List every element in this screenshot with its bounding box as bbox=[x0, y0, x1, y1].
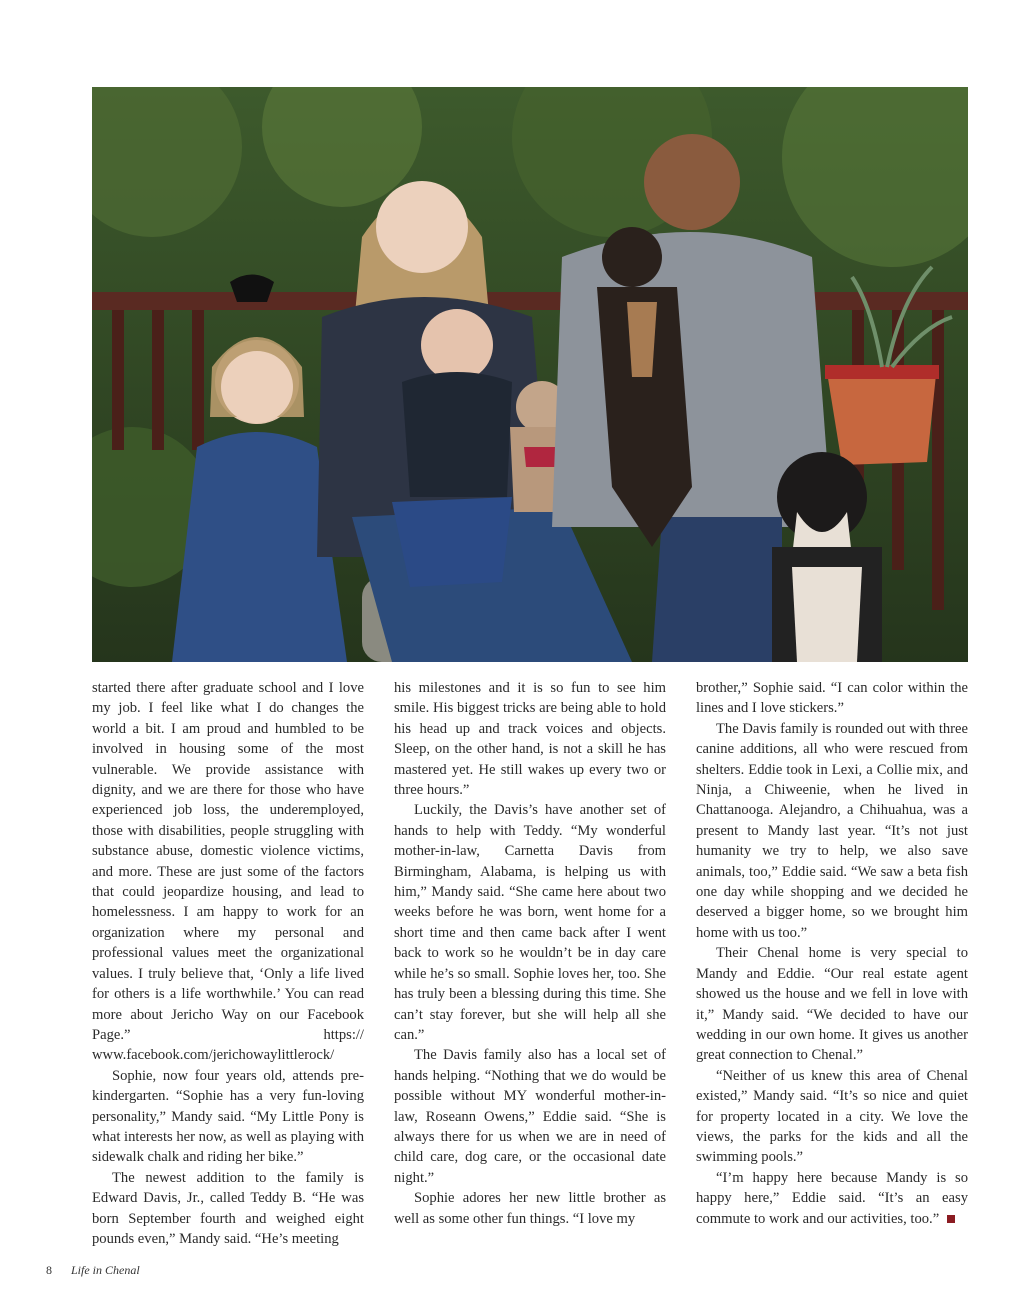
page-number: 8 bbox=[46, 1263, 52, 1277]
article-paragraph: his milestones and it is so fun to see him smile. His biggest tricks are being able to hold his head up and track voices and objects. Sleep, on the other hand, is not a skill he has mastered yet. He still wakes up every two or three hours.” bbox=[394, 680, 666, 799]
article-paragraph: started there after graduate school and I love my job. I feel like what I do changes the world a bit. I am proud and humbled to be involved in housing some of the most vulnerable. We provide assistance with dignity, and we are there for those who have experienced job loss, the underemployed, those with disabilities, people struggling with substance abuse, domestic violence victims, and more. These are just some of the factors that could jeopardize housing, and lead to homelessness. I am happy to work for an organization where my personal and professional values meet the organizational values. I truly believe that, ‘Only a life lived for others is a life worthwhile.’ You can read more about Jericho Way on our Facebook Page.” https:// www.facebook.com/jerichowaylittlerock/ bbox=[92, 680, 364, 1064]
article-paragraph: Sophie adores her new little brother as well as some other fun things. “I love my bbox=[394, 1190, 666, 1227]
article-column-1 bbox=[92, 678, 364, 1249]
article-paragraph: “Neither of us knew this area of Chenal existed,” Mandy said. “It’s so nice and quiet for property located in a city. We love the views, the parks for the kids and all the swimming pools.” bbox=[696, 1067, 968, 1166]
article-final-text: “I’m happy here because Mandy is so happy here,” Eddie said. “It’s an easy commute to work and our activities, too.” bbox=[696, 1169, 968, 1227]
article-paragraph: The newest addition to the family is Edward Davis, Jr., called Teddy B. “He was born September fourth and weighed eight pounds even,” Mandy said. “He’s meeting bbox=[92, 1169, 364, 1247]
article-paragraph: Sophie, now four years old, attends pre-kindergarten. “Sophie has a very fun-loving personality,” Mandy said. “My Little Pony is what interests her now, as well as playing with sidewalk chalk and riding her bike.” bbox=[92, 1067, 364, 1166]
family-photo-illustration bbox=[92, 87, 968, 662]
family-photo bbox=[92, 87, 968, 662]
article-paragraph-last bbox=[696, 1168, 968, 1229]
article-column-2 bbox=[394, 678, 666, 1229]
article-column-3 bbox=[696, 678, 968, 1229]
article-paragraph: Luckily, the Davis’s have another set of hands to help with Teddy. “My wonderful mother-in-law, Carnetta Davis from Birmingham, Alabama, is helping us with him,” Mandy said. “She came here about two weeks before he was born, went home for a short time and then came back after I went back to work so he wouldn’t be in day care while he’s so small. Sophie loves her, too. She has truly been a blessing during this time. She can’t stay forever, but she will help all she can.” bbox=[394, 802, 666, 1043]
article-paragraph: Their Chenal home is very special to Mandy and Eddie. “Our real estate agent showed us the house and we fell in love with it,” Mandy said. “We decided to have our wedding in our own home. It gives us another great connection to Chenal.” bbox=[696, 945, 968, 1064]
page-footer bbox=[46, 1263, 140, 1278]
article-paragraph: brother,” Sophie said. “I can color within the lines and I love stickers.” bbox=[696, 680, 968, 717]
article-paragraph: The Davis family also has a local set of hands helping. “Nothing that we do would be possible without MY wonderful mother-in-law, Roseann Owens,” Eddie said. “She is always there for us when we are in need of child care, dog care, or the occasional date night.” bbox=[394, 1047, 666, 1186]
article-paragraph: The Davis family is rounded out with three canine additions, all who were rescued from shelters. Eddie took in Lexi, a Collie mix, and Ninja, a Chiweenie, when he lived in Chattanooga. Alejandro, a Chihuahua, was a present to Mandy last year. “It’s not just humanity we try to help, we also save animals, too,” Eddie said. “We saw a beta fish one day while shopping and we decided he deserved a bigger home, so we brought him home with us too.” bbox=[696, 720, 968, 941]
end-of-article-mark bbox=[947, 1215, 955, 1223]
publication-name: Life in Chenal bbox=[71, 1263, 140, 1277]
